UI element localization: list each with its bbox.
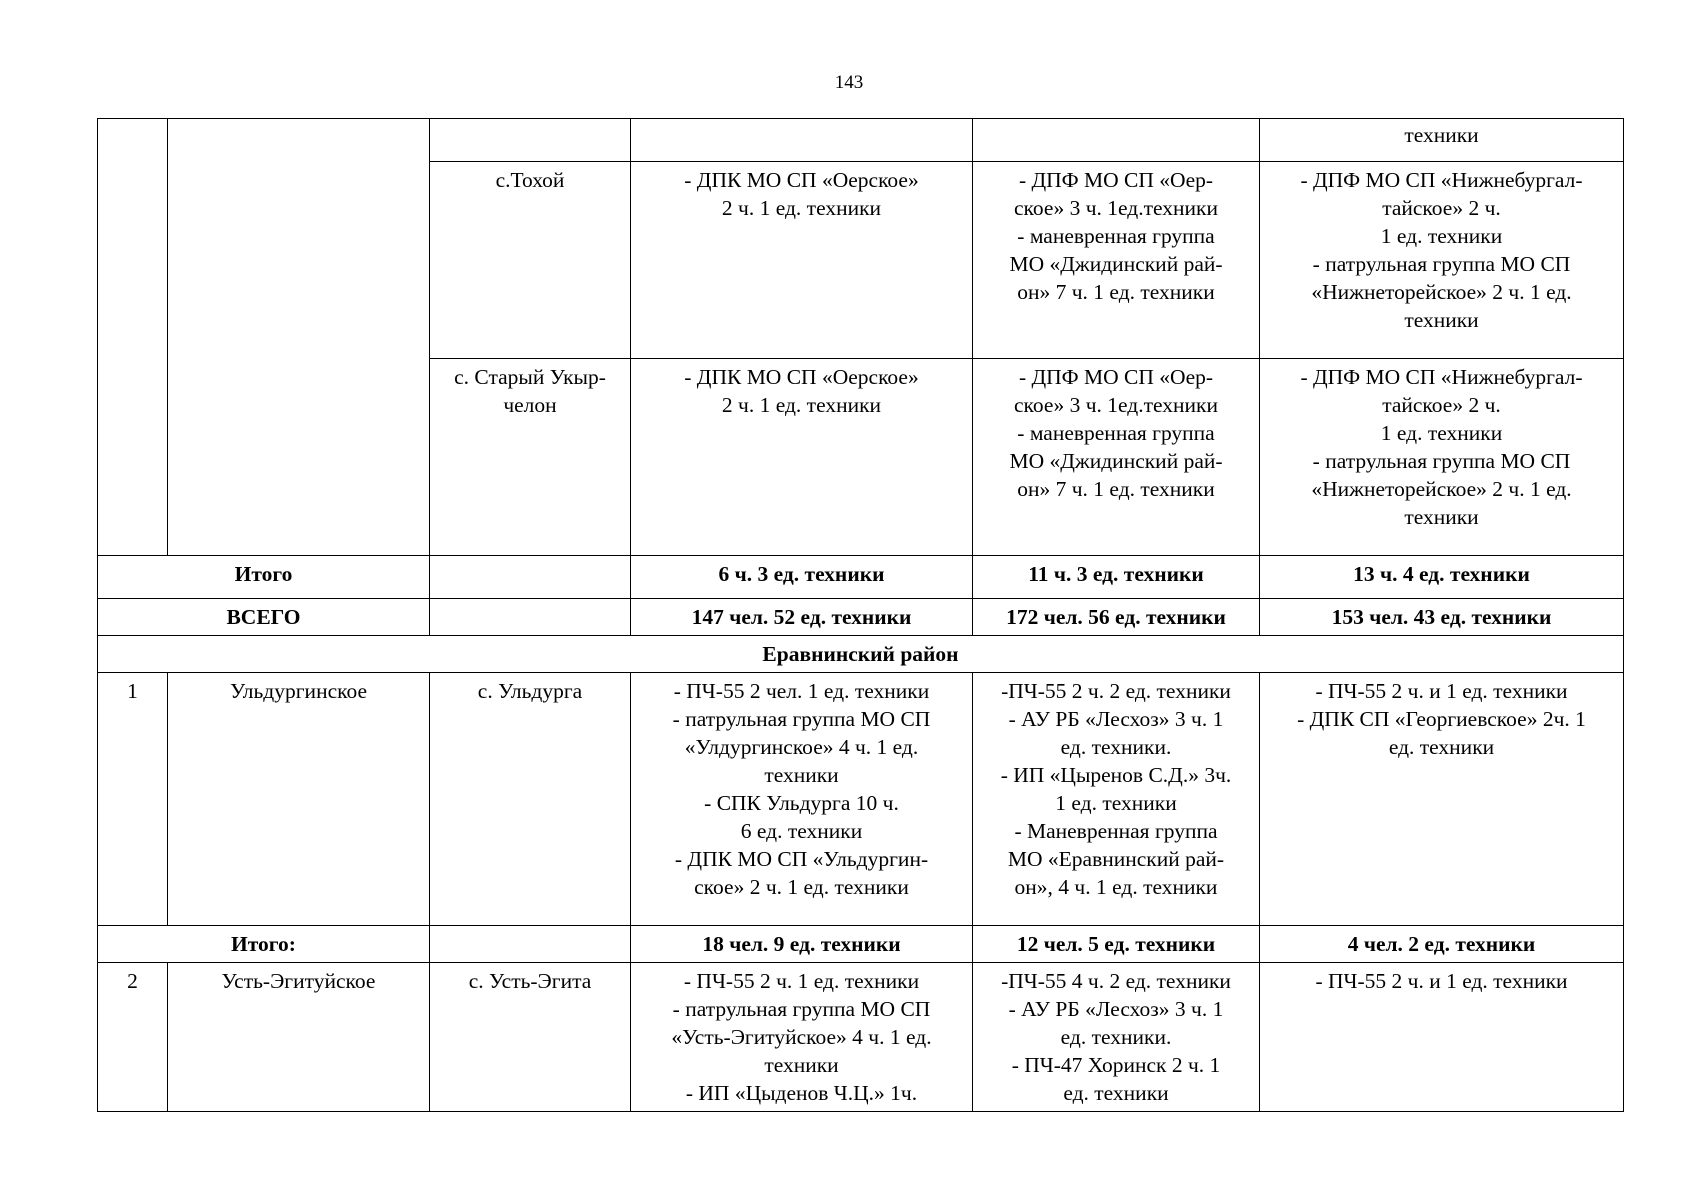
cell-forces-3: [1260, 162, 1624, 359]
cell-settlement: [430, 926, 631, 963]
total-forces-3: 13 ч. 4 ед. техники: [1260, 556, 1624, 599]
cell-line: - ИП «Цыренов С.Д.» 3ч.: [1000, 763, 1232, 787]
cell-line: 1 ед. техники: [1380, 421, 1503, 445]
cell-line: ское» 2 ч. 1 ед. техники: [694, 875, 909, 899]
cell-line: с. Усть-Эгита: [468, 969, 592, 993]
total-forces-2: 12 чел. 5 ед. техники: [973, 926, 1260, 963]
cell-line: - ПЧ-55 2 ч. и 1 ед. техники: [1315, 679, 1568, 703]
district-row: [98, 636, 1624, 673]
grand-total-label: ВСЕГО: [98, 599, 430, 636]
cell-line: -ПЧ-55 2 ч. 2 ед. техники: [1001, 679, 1231, 703]
cell-line: ед. техники: [1063, 1081, 1169, 1105]
cell-line: 2 ч. 1 ед. техники: [721, 196, 882, 220]
total-label: Итого:: [98, 926, 430, 963]
cell-line: - патрульная группа МО СП: [672, 997, 931, 1021]
table-row: [98, 673, 1624, 926]
cell-line: - ПЧ-55 2 ч. и 1 ед. техники: [1315, 969, 1568, 993]
cell-line: - ПЧ-55 2 чел. 1 ед. техники: [673, 679, 930, 703]
cell-line: техники: [764, 1053, 839, 1077]
cell-forces-1: [631, 162, 973, 359]
cell-line: - ИП «Цыденов Ч.Ц.» 1ч.: [685, 1081, 918, 1105]
cell-line: он» 7 ч. 1 ед. техники: [1017, 477, 1215, 501]
cell-line: -ПЧ-55 4 ч. 2 ед. техники: [1001, 969, 1231, 993]
cell-forces-1: [631, 963, 973, 1112]
cell-line: - ДПК МО СП «Оерское»: [684, 168, 919, 192]
resources-table: [97, 118, 1624, 1112]
cell-settlement: [430, 162, 631, 359]
cell-line: - патрульная группа МО СП: [1312, 252, 1571, 276]
cell-line: - ДПФ МО СП «Оер-: [1018, 168, 1214, 192]
cell-line: он», 4 ч. 1 ед. техники: [1014, 875, 1218, 899]
cell-line: МО «Джидинский рай-: [1009, 449, 1223, 473]
cell-settlement: [430, 119, 631, 162]
cell-line: 1 ед. техники: [1055, 791, 1177, 815]
cell-line: - маневренная группа: [1017, 224, 1215, 248]
cell-forces-2: [973, 359, 1260, 556]
cell-settlement: [430, 963, 631, 1112]
cell-line: с. Старый Укыр-: [454, 365, 606, 389]
total-forces-1: 6 ч. 3 ед. техники: [631, 556, 973, 599]
total-forces-1: 18 чел. 9 ед. техники: [631, 926, 973, 963]
cell-line: - ДПФ МО СП «Оер-: [1018, 365, 1214, 389]
cell-line: - маневренная группа: [1017, 421, 1215, 445]
cell-settlement: [430, 599, 631, 636]
cell-line: - ДПФ МО СП «Нижнебургал-: [1300, 168, 1583, 192]
cell-line: МО «Джидинский рай-: [1009, 252, 1223, 276]
cell-line: 1 ед. техники: [1380, 224, 1503, 248]
cell-forces-1: [631, 673, 973, 926]
total-label: Итого: [98, 556, 430, 599]
cell-line: 6 ед. техники: [740, 819, 863, 843]
cell-line: - Маневренная группа: [1014, 819, 1218, 843]
cell-line: ед. техники.: [1060, 735, 1172, 759]
cell-settlement: [430, 359, 631, 556]
cell-line: «Улдургинское» 4 ч. 1 ед.: [684, 735, 919, 759]
cell-line: «Нижнеторейское» 2 ч. 1 ед.: [1311, 280, 1572, 304]
total-row: [98, 556, 1624, 599]
cell-line: челон: [503, 393, 557, 417]
cell-line: - АУ РБ «Лесхоз» 3 ч. 1: [1008, 707, 1224, 731]
cell-forces-2: [973, 162, 1260, 359]
cell-line: тайское» 2 ч.: [1382, 393, 1501, 417]
cell-forces-2: [973, 119, 1260, 162]
cell-forces-3: [1260, 119, 1624, 162]
cell-forces-3: [1260, 963, 1624, 1112]
cell-municipality: Усть-Эгитуйское: [168, 963, 430, 1112]
cell-line: - ДПК СП «Георгиевское» 2ч. 1: [1297, 707, 1586, 731]
cell-forces-1: [631, 359, 973, 556]
cell-line: - ДПК МО СП «Оерское»: [684, 365, 919, 389]
cell-line: - СПК Ульдурга 10 ч.: [704, 791, 899, 815]
cell-line: ское» 3 ч. 1ед.техники: [1014, 196, 1218, 220]
cell-settlement: [430, 673, 631, 926]
cell-line: «Усть-Эгитуйское» 4 ч. 1 ед.: [671, 1025, 932, 1049]
table-row: [98, 963, 1624, 1112]
cell-line: ед. техники.: [1060, 1025, 1172, 1049]
cell-forces-3: [1260, 359, 1624, 556]
cell-line: техники: [1404, 123, 1479, 147]
cell-line: он» 7 ч. 1 ед. техники: [1017, 280, 1215, 304]
cell-municipality: [168, 119, 430, 556]
cell-line: - ПЧ-55 2 ч. 1 ед. техники: [683, 969, 920, 993]
cell-line: - ДПК МО СП «Ульдургин-: [674, 847, 929, 871]
cell-settlement: [430, 556, 631, 599]
grand-total-forces-1: 147 чел. 52 ед. техники: [631, 599, 973, 636]
cell-line: - ДПФ МО СП «Нижнебургал-: [1300, 365, 1583, 389]
cell-line: ское» 3 ч. 1ед.техники: [1014, 393, 1218, 417]
cell-forces-1: [631, 119, 973, 162]
cell-line: ед. техники: [1388, 735, 1495, 759]
page-number: 143: [834, 72, 864, 93]
total-forces-3: 4 чел. 2 ед. техники: [1260, 926, 1624, 963]
cell-line: 2 ч. 1 ед. техники: [721, 393, 882, 417]
cell-number: 2: [98, 963, 168, 1112]
total-row: [98, 926, 1624, 963]
cell-line: МО «Еравнинский рай-: [1007, 847, 1225, 871]
cell-line: тайское» 2 ч.: [1382, 196, 1501, 220]
cell-line: техники: [1404, 308, 1479, 332]
total-forces-2: 11 ч. 3 ед. техники: [973, 556, 1260, 599]
cell-forces-3: [1260, 673, 1624, 926]
cell-number: 1: [98, 673, 168, 926]
cell-line: «Нижнеторейское» 2 ч. 1 ед.: [1311, 477, 1572, 501]
cell-line: - ПЧ-47 Хоринск 2 ч. 1: [1011, 1053, 1221, 1077]
grand-total-forces-2: 172 чел. 56 ед. техники: [973, 599, 1260, 636]
cell-line: - АУ РБ «Лесхоз» 3 ч. 1: [1008, 997, 1224, 1021]
district-heading: Еравнинский район: [98, 636, 1624, 673]
cell-line: с.Тохой: [495, 168, 565, 192]
cell-forces-2: [973, 963, 1260, 1112]
cell-line: техники: [1404, 505, 1479, 529]
cell-number: [98, 119, 168, 556]
grand-total-forces-3: 153 чел. 43 ед. техники: [1260, 599, 1624, 636]
table-row: [98, 119, 1624, 162]
cell-line: с. Ульдурга: [477, 679, 583, 703]
cell-line: техники: [764, 763, 839, 787]
cell-line: - патрульная группа МО СП: [1312, 449, 1571, 473]
cell-forces-2: [973, 673, 1260, 926]
grand-total-row: [98, 599, 1624, 636]
cell-line: - патрульная группа МО СП: [672, 707, 931, 731]
cell-municipality: Ульдургинское: [168, 673, 430, 926]
